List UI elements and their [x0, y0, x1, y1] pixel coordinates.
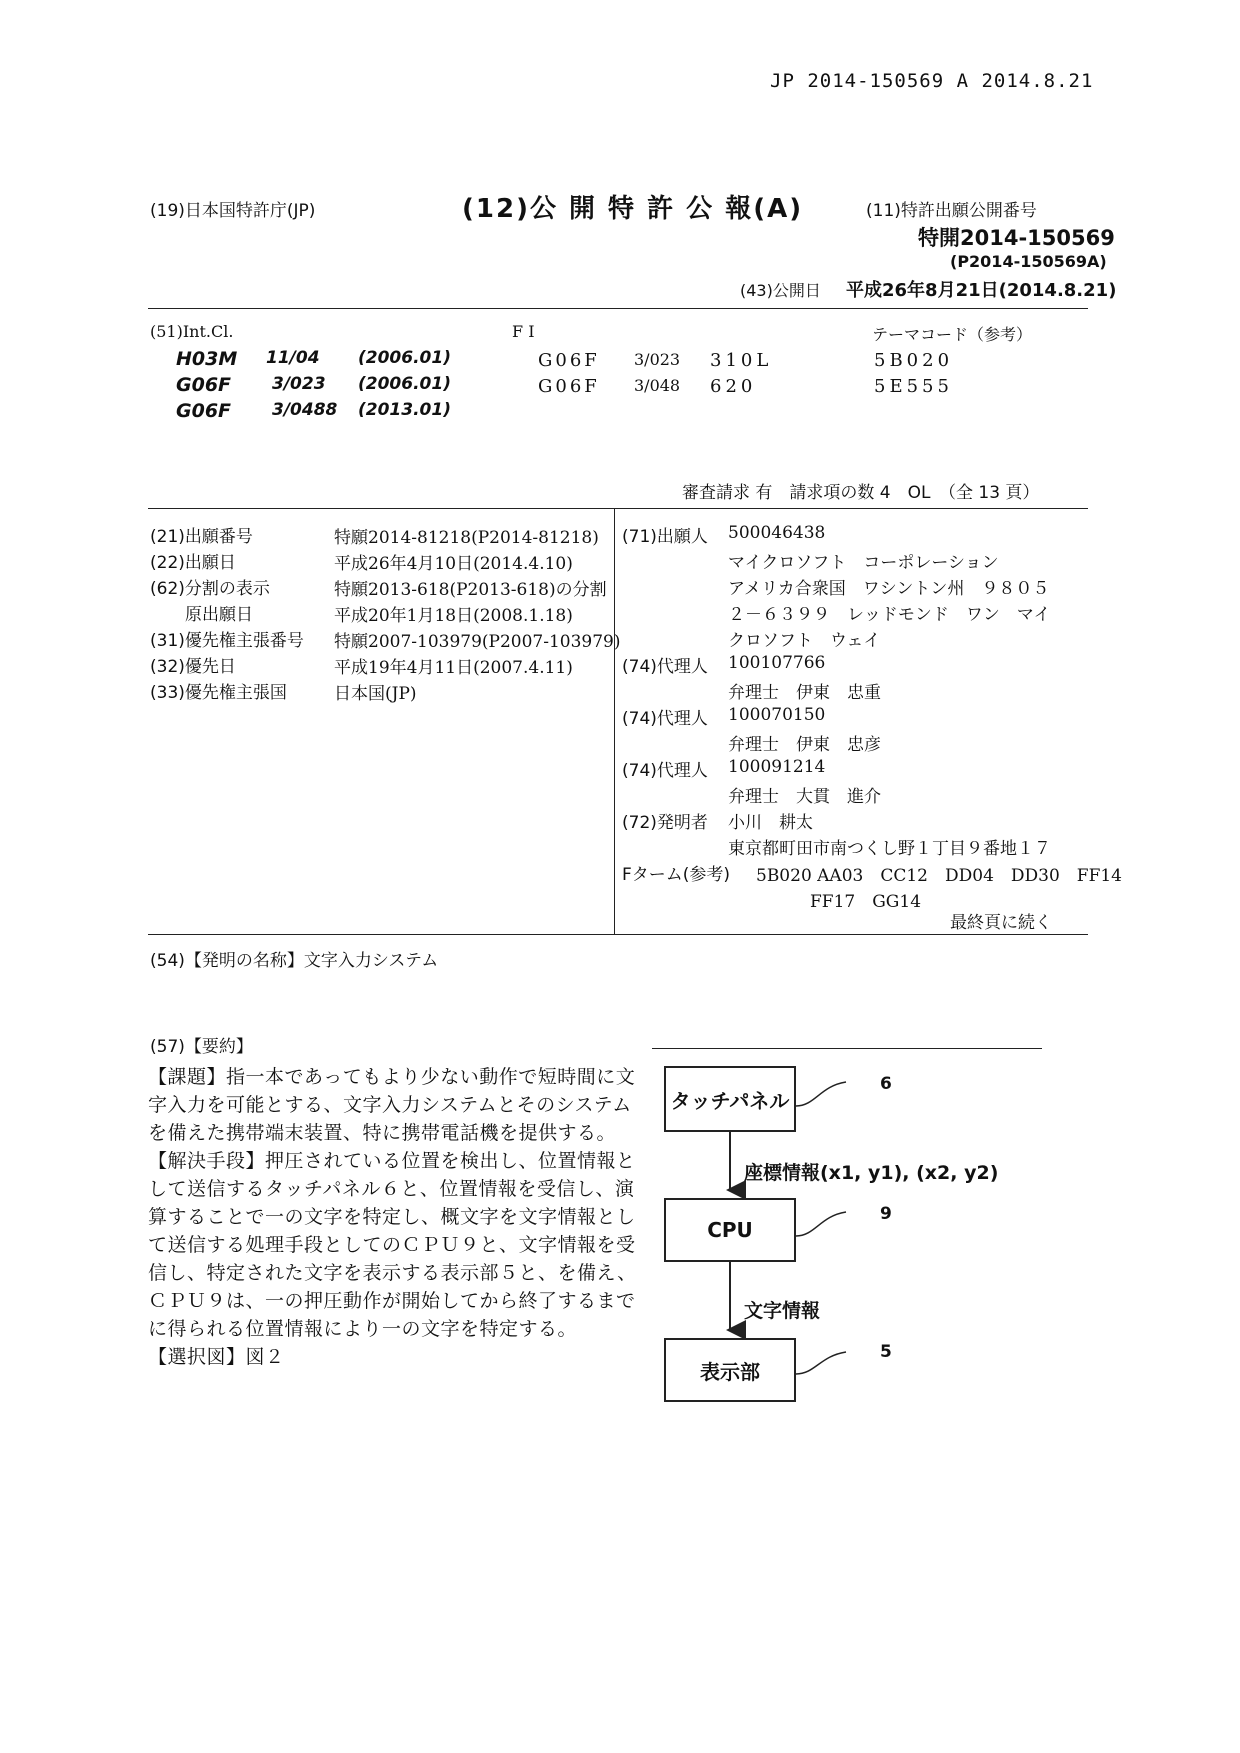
intcl-date: (2006.01)	[358, 374, 451, 394]
biblio-value: 小川 耕太	[728, 813, 813, 833]
examination-request: 審査請求 有 請求項の数 4 OL （全 13 頁）	[682, 483, 1040, 503]
ref-number-5: 5	[880, 1342, 892, 1362]
abstract-line: ＣＰＵ９は、一の押圧動作が開始してから終了するまで	[148, 1290, 636, 1312]
abstract-line: 【課題】指一本であってもより少ない動作で短時間に文	[148, 1066, 636, 1088]
publication-number-alt: (P2014-150569A)	[950, 252, 1107, 271]
coordinate-info-label: 座標情報(x1, y1), (x2, y2)	[744, 1162, 999, 1184]
fi-sub: 310L	[710, 350, 773, 371]
intcl-group: 3/0488	[272, 400, 338, 420]
biblio-label: 原出願日	[168, 605, 253, 625]
biblio-value: クロソフト ウェイ	[728, 631, 881, 651]
patent-office: (19)日本国特許庁(JP)	[150, 201, 316, 221]
header-divider	[148, 308, 1088, 309]
intcl-group: 3/023	[272, 374, 326, 394]
ref-number-9: 9	[880, 1204, 892, 1224]
abstract-line: 字入力を可能とする、文字入力システムとそのシステム	[148, 1094, 632, 1116]
invention-title: (54)【発明の名称】文字入力システム	[150, 951, 439, 971]
abstract-line: て送信する処理手段としてのＣＰＵ９と、文字情報を受	[148, 1234, 636, 1256]
continued-note: 最終頁に続く	[950, 913, 1052, 933]
biblio-label: (22)出願日	[150, 553, 236, 573]
biblio-value: 100107766	[728, 653, 826, 673]
biblio-value: 平成19年4月11日(2007.4.11)	[334, 658, 573, 678]
biblio-value: 5B020 AA03 CC12 DD04 DD30 FF14	[756, 866, 1122, 886]
theme-code: 5B020	[874, 350, 954, 371]
leader-line-6	[796, 1082, 846, 1106]
biblio-label: (74)代理人	[622, 761, 708, 781]
abstract-line: 【選択図】図２	[148, 1346, 285, 1368]
biblio-label: (72)発明者	[622, 813, 708, 833]
biblio-value: マイクロソフト コーポレーション	[728, 553, 999, 573]
fi-group: 3/048	[634, 376, 681, 395]
cpu-box: CPU	[664, 1198, 796, 1262]
theme-code-label: テーマコード（参考）	[872, 325, 1033, 344]
biblio-label: (32)優先日	[150, 657, 236, 677]
biblio-label: Fターム(参考)	[622, 865, 731, 885]
biblio-value: 弁理士 伊東 忠彦	[728, 735, 881, 755]
biblio-label: (33)優先権主張国	[150, 683, 287, 703]
publication-number: 特開2014-150569	[918, 226, 1115, 250]
display-box: 表示部	[664, 1338, 796, 1402]
biblio-label: (74)代理人	[622, 709, 708, 729]
biblio-value: 弁理士 大貫 進介	[728, 787, 881, 807]
biblio-label: (21)出願番号	[150, 527, 253, 547]
biblio-value: 特願2007-103979(P2007-103979)	[334, 632, 621, 652]
publication-type: (12)公 開 特 許 公 報(A)	[462, 194, 804, 224]
leader-line-5	[796, 1352, 846, 1374]
abstract-line: 算することで一の文字を特定し、概文字を文字情報とし	[148, 1206, 636, 1228]
intcl-code: G06F	[176, 400, 232, 422]
intcl-group: 11/04	[266, 348, 320, 368]
biblio-value: アメリカ合衆国 ワシントン州 ９８０５	[728, 579, 1050, 599]
intcl-label: (51)Int.Cl.	[150, 322, 234, 341]
biblio-value: 平成20年1月18日(2008.1.18)	[334, 606, 573, 626]
fi-sub: 620	[710, 376, 757, 397]
fi-code: G06F	[538, 350, 600, 371]
biblio-label: (62)分割の表示	[150, 579, 270, 599]
biblio-value: ２－６３９９ レッドモンド ワン マイ	[728, 605, 1051, 625]
intcl-date: (2006.01)	[358, 348, 451, 368]
abstract-line: 信し、特定された文字を表示する表示部５と、を備え、	[148, 1262, 637, 1284]
ref-number-6: 6	[880, 1074, 892, 1094]
biblio-bottom-divider	[148, 934, 1088, 935]
abstract-line: を備えた携帯端末装置、特に携帯電話機を提供する。	[148, 1122, 617, 1144]
biblio-top-divider	[148, 508, 1088, 509]
abstract-heading: (57)【要約】	[150, 1037, 253, 1057]
publication-date-label: (43)公開日	[740, 281, 821, 300]
fi-label: F I	[512, 322, 535, 341]
biblio-value: 特願2013-618(P2013-618)の分割	[334, 580, 607, 600]
intcl-date: (2013.01)	[358, 400, 451, 420]
intcl-code: H03M	[176, 348, 238, 370]
leader-line-9	[796, 1212, 846, 1236]
character-info-label: 文字情報	[744, 1300, 821, 1322]
biblio-label: (71)出願人	[622, 527, 708, 547]
diagram-connectors	[640, 1060, 860, 1410]
publication-number-label: (11)特許出願公開番号	[866, 201, 1037, 221]
biblio-column-divider	[614, 508, 615, 934]
document-reference: JP 2014-150569 A 2014.8.21	[770, 70, 1094, 92]
biblio-value: 弁理士 伊東 忠重	[728, 683, 881, 703]
biblio-value: 日本国(JP)	[334, 684, 417, 704]
fi-group: 3/023	[634, 350, 681, 369]
biblio-value: FF17 GG14	[810, 892, 922, 912]
biblio-value: 100070150	[728, 705, 826, 725]
publication-date: 平成26年8月21日(2014.8.21)	[846, 280, 1117, 301]
biblio-value: 100091214	[728, 757, 826, 777]
biblio-value: 東京都町田市南つくし野１丁目９番地１７	[728, 839, 1051, 859]
diagram-top-rule	[652, 1048, 1042, 1049]
fi-code: G06F	[538, 376, 600, 397]
intcl-code: G06F	[176, 374, 232, 396]
abstract-line: に得られる位置情報により一の文字を特定する。	[148, 1318, 578, 1340]
biblio-value: 特願2014-81218(P2014-81218)	[334, 528, 599, 548]
abstract-line: して送信するタッチパネル６と、位置情報を受信し、演	[148, 1178, 635, 1200]
biblio-label: (31)優先権主張番号	[150, 631, 304, 651]
biblio-value: 平成26年4月10日(2014.4.10)	[334, 554, 573, 574]
theme-code: 5E555	[874, 376, 953, 397]
abstract-line: 【解決手段】押圧されている位置を検出し、位置情報と	[148, 1150, 636, 1172]
touch-panel-box: タッチパネル	[664, 1066, 796, 1132]
biblio-value: 500046438	[728, 523, 826, 543]
biblio-label: (74)代理人	[622, 657, 708, 677]
